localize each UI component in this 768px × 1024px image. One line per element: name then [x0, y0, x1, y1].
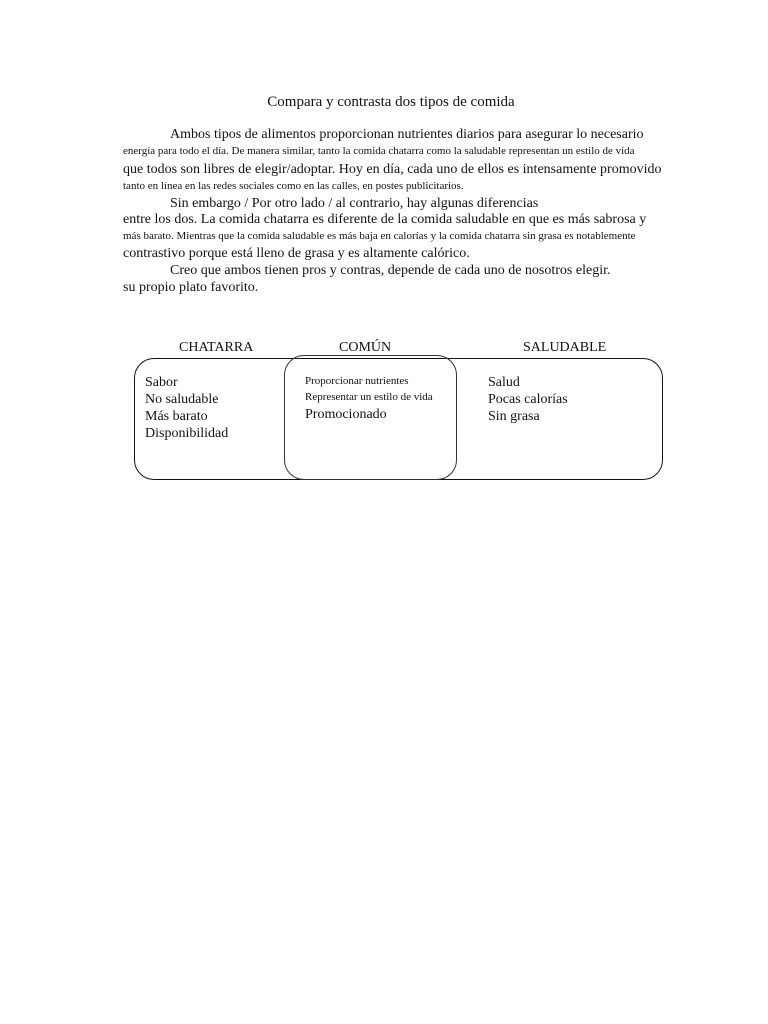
list-item: Sin grasa [488, 409, 540, 424]
list-item: Representar un estilo de vida [305, 391, 433, 403]
essay-line: entre los dos. La comida chatarra es diferente de la comida saludable en que es más sabrosa y [123, 212, 647, 227]
essay-line: Ambos tipos de alimentos proporcionan nutrientes diarios para asegurar lo necesario [170, 127, 644, 142]
essay-line: su propio plato favorito. [123, 280, 259, 295]
list-item: Pocas calorías [488, 392, 568, 407]
essay-line: más barato. Mientras que la comida saludable es más baja en calorías y la comida chatarra sin grasa es notablemente [123, 230, 636, 242]
list-item: No saludable [145, 392, 219, 407]
essay-line: tanto en línea en las redes sociales como en las calles, en postes publicitarios. [123, 180, 464, 192]
list-item: Salud [488, 375, 520, 390]
common-list [305, 373, 433, 425]
essay-line: contrastivo porque está lleno de grasa y es altamente calórico. [123, 246, 470, 261]
list-item: Disponibilidad [145, 426, 229, 441]
list-item: Promocionado [305, 407, 387, 422]
list-item: Sabor [145, 375, 178, 390]
essay-line: Creo que ambos tienen pros y contras, depende de cada uno de nosotros elegir. [170, 263, 611, 278]
junk-list [145, 374, 228, 442]
essay-line: que todos son libres de elegir/adoptar. Hoy en día, cada uno de ellos es intensamente promovido [123, 162, 662, 177]
healthy-header: SALUDABLE [523, 340, 607, 355]
page-title: Compara y contrasta dos tipos de comida [267, 94, 515, 110]
junk-header: CHATARRA [179, 340, 254, 355]
essay-line: Sin embargo / Por otro lado / al contrario, hay algunas diferencias [170, 196, 539, 211]
healthy-list [488, 374, 568, 425]
essay-line: energía para todo el día. De manera similar, tanto la comida chatarra como la saludable representan un estilo de vida [123, 145, 635, 157]
list-item: Proporcionar nutrientes [305, 375, 409, 387]
common-header: COMÚN [339, 340, 392, 355]
list-item: Más barato [145, 409, 208, 424]
